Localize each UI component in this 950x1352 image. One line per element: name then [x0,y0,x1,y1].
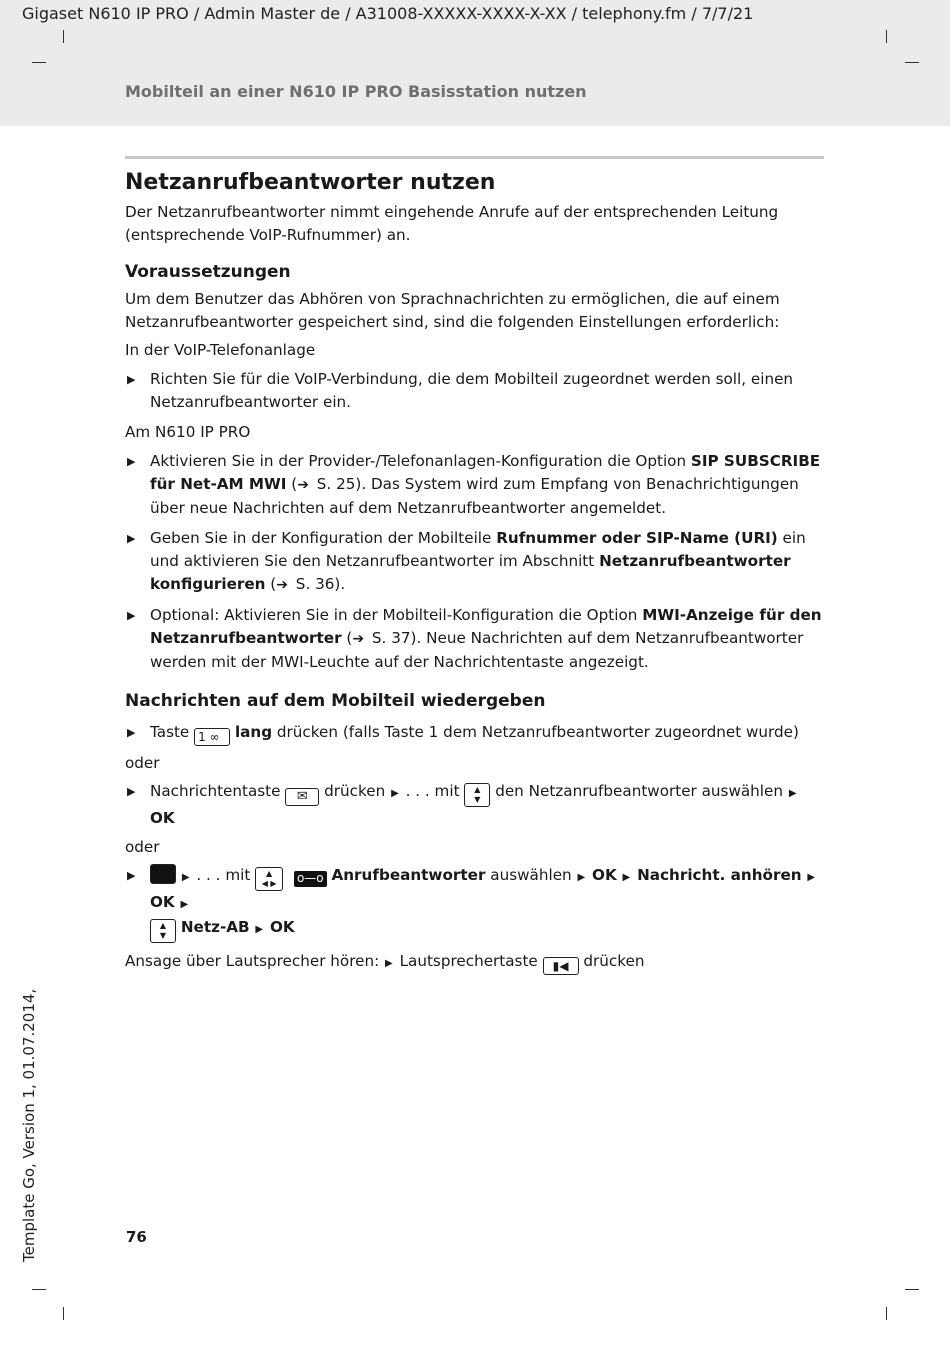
group-label-telephone-system: In der VoIP-Telefonanlage [125,341,316,359]
step-text: drücken [583,952,645,970]
step-arrow-icon: ▶ [788,788,797,799]
step-text: S. 36). [290,575,346,593]
paren: ( [341,629,353,647]
list-item [125,780,825,830]
menu-item-name: Netz-AB [180,918,250,936]
list-item [125,604,825,674]
loudspeaker-instruction [125,950,825,975]
list-item [125,527,825,597]
bullet-arrow-icon: ▶ [127,373,136,386]
step-text: Richten Sie für die VoIP-Verbindung, die dem Mobilteil zugeordnet werden soll, einen Netzanrufbeantworter ein. [150,370,794,411]
option-name: Rufnummer oder SIP-Name (URI) [496,529,778,547]
step-text: Optional: Aktivieren Sie in der Mobilteil-Konfiguration die Option [150,606,643,624]
menu-key-icon [150,864,176,884]
bullet-arrow-icon: ▶ [127,455,136,468]
step-text: auswählen [490,866,572,884]
page-number: 76 [126,1228,147,1246]
page-ref-arrow-icon: ➔ [352,631,365,647]
key-1-voicemail-icon: 1 ∞ [194,728,230,746]
step-text: . . . mit [196,866,251,884]
list-item [125,450,825,520]
step-text: Geben Sie in der Konfiguration der Mobilteile [150,529,497,547]
list-item [125,864,825,943]
option-name: MWI-Anzeige für den Netzanrufbeantworter [150,606,822,647]
list-item [125,368,825,414]
page-ref-arrow-icon: ➔ [297,477,309,493]
list-item [125,721,825,746]
bullet-arrow-icon: ▶ [127,532,136,545]
answering-machine-icon: o—o [294,871,327,887]
step-text: Lautsprechertaste [399,952,538,970]
section-heading-voraussetzungen: Voraussetzungen [125,262,291,282]
step-arrow-icon: ▶ [181,872,190,883]
step-arrow-icon: ▶ [807,872,816,883]
step-text: Ansage über Lautsprecher hören: [125,952,380,970]
main-content [125,168,825,975]
step-text: den Netzanrufbeantworter auswählen [495,782,783,800]
option-name: Netzanrufbeantworter konfigurieren [150,552,791,593]
bullet-arrow-icon: ▶ [127,726,136,739]
menu-item-name: Anrufbeantworter [331,866,486,884]
step-text: S. 37). Neue Nachrichten auf dem Netzanrufbeantworter werden mit der MWI-Leuchte auf der Nachrichtentaste angezeigt. [150,629,804,671]
option-name: lang [234,723,273,741]
step-text: Taste [150,723,190,741]
option-name: SIP SUBSCRIBE für Net-AM MWI [150,452,821,493]
softkey-ok: OK [269,918,295,936]
step-arrow-icon: ▶ [255,924,264,935]
step-arrow-icon: ▶ [385,958,393,969]
intro-text: Der Netzanrufbeantworter nimmt eingehende Anrufe auf der entsprechenden Leitung (entsprechende VoIP-Rufnummer) an. [125,203,779,244]
bullet-arrow-icon: ▶ [127,609,136,622]
crop-mark [63,30,64,43]
crop-mark [905,1289,919,1290]
page-title: Netzanrufbeantworter nutzen [125,170,496,195]
paren: ( [286,475,298,493]
or-label: oder [125,838,160,856]
step-arrow-icon: ▶ [391,788,399,799]
step-text: Nachrichtentaste [150,782,281,800]
control-key-four-way-icon: ▲ ◀ ▶ [255,867,283,891]
crop-mark [886,30,887,43]
section-heading-wiedergeben: Nachrichten auf dem Mobilteil wiedergeben [125,691,546,711]
template-side-note: Template Go, Version 1, 01.07.2014, [20,988,38,1262]
or-label: oder [125,754,160,772]
control-key-up-down-icon: ▲ ▼ [150,919,176,943]
softkey-ok: OK [150,893,175,911]
step-arrow-icon: ▶ [180,899,189,910]
menu-item-name: Nachricht. anhören [637,866,802,884]
control-key-up-down-icon: ▲ ▼ [464,783,490,807]
section-rule [125,156,824,159]
softkey-ok: OK [150,809,175,827]
bullet-arrow-icon: ▶ [127,785,136,798]
message-key-envelope-icon: ✉ [285,788,319,806]
step-text: drücken (falls Taste 1 dem Netzanrufbeantworter zugeordnet wurde) [272,723,799,741]
running-head: Mobilteil an einer N610 IP PRO Basisstation nutzen [125,82,587,101]
speaker-key-icon: ▮◀ [543,957,579,975]
step-arrow-icon: ▶ [577,872,586,883]
softkey-ok: OK [592,866,617,884]
bullet-arrow-icon: ▶ [127,869,136,882]
page-ref-arrow-icon: ➔ [276,577,288,593]
prerequisites-text: Um dem Benutzer das Abhören von Sprachnachrichten zu ermöglichen, die auf einem Netzanrufbeantworter gespeichert sind, sind die folgenden Einstellungen erforderlich: [125,290,780,331]
step-text: ein und aktivieren Sie den Netzanrufbeantworter im Abschnitt [150,529,806,570]
crop-mark [32,62,46,63]
group-label-base-station: Am N610 IP PRO [125,423,251,441]
crop-mark [32,1289,46,1290]
step-text: drücken [324,782,386,800]
crop-mark [63,1307,64,1320]
document-meta: Gigaset N610 IP PRO / Admin Master de / A31008-XXXXX-XXXX-X-XX / telephony.fm / 7/7/21 [22,4,754,23]
step-text: S. 25). Das System wird zum Empfang von Benachrichtigungen über neue Nachrichten auf dem Netzanrufbeantworter angemeldet. [150,475,799,517]
step-text: . . . mit [405,782,460,800]
step-text: Aktivieren Sie in der Provider-/Telefonanlagen-Konfiguration die Option [150,452,691,470]
step-arrow-icon: ▶ [622,872,631,883]
crop-mark [905,62,919,63]
paren: ( [265,575,277,593]
crop-mark [886,1307,887,1320]
